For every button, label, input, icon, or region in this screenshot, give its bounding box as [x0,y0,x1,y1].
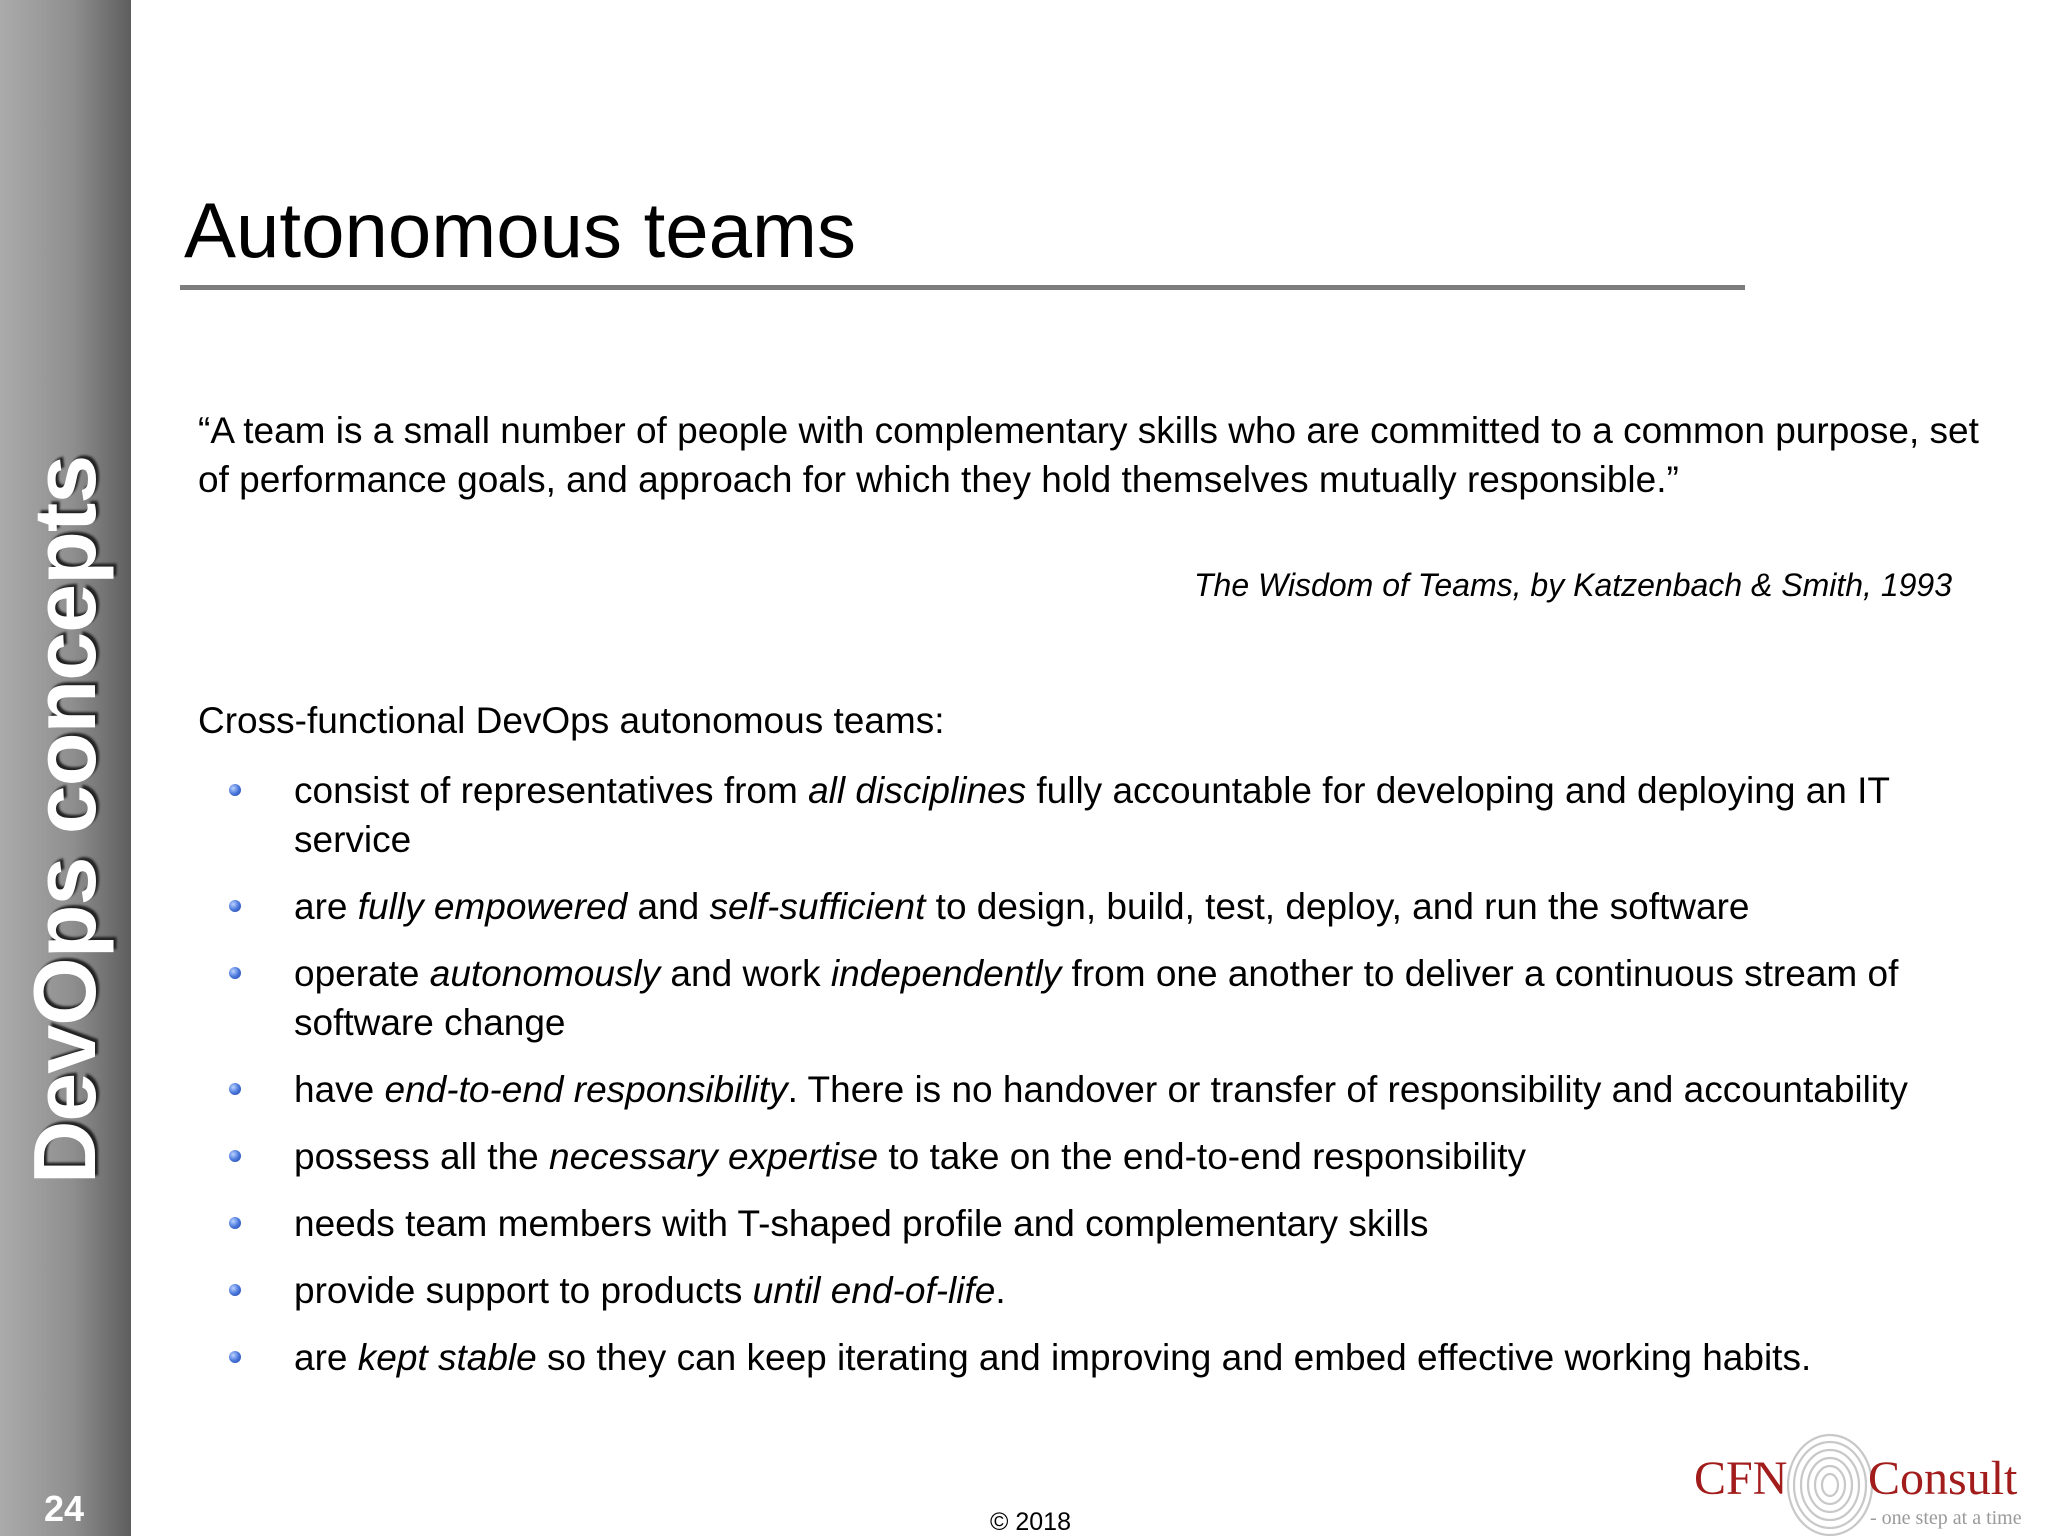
emphasized-text: until end-of-life [752,1270,996,1311]
text-segment: from one another to deliver a continuous stream of software change [294,953,1899,1043]
section-title: DevOps concepts [15,455,114,1185]
bullet-item [225,1266,2015,1315]
bullet-text [294,770,1889,860]
text-segment: and [627,886,710,927]
text-segment: consist of representatives from [294,770,809,811]
bullet-text [294,953,1898,1043]
bullet-item [225,1199,2015,1248]
emphasized-text: kept stable [357,1337,537,1378]
bullet-item [225,882,2015,931]
bullet-icon [229,900,241,912]
text-segment: . [995,1270,1006,1311]
text-segment: fully accountable for developing and deploying an IT service [294,770,1890,860]
bullet-icon [229,1351,241,1363]
bullet-item [225,766,2015,864]
page-number: 24 [44,1488,85,1529]
emphasized-text: self-sufficient [709,886,926,927]
emphasized-text: fully empowered [357,886,628,927]
bullet-item [225,949,2015,1047]
text-segment: needs team members with T-shaped profile and complementary skills [294,1203,1429,1244]
quote-citation: The Wisdom of Teams, by Katzenbach & Smith, 1993 [1193,567,1952,603]
emphasized-text: necessary expertise [549,1136,879,1177]
emphasized-text: autonomously [429,953,661,994]
bullet-text [294,1337,1811,1378]
bullet-text [294,1069,1908,1110]
logo-consult-text: Consult [1868,1452,2018,1505]
company-logo [1685,1425,2048,1536]
text-segment: . There is no handover or transfer of responsibility and accountability [787,1069,1908,1110]
emphasized-text: independently [830,953,1062,994]
text-segment: have [294,1069,385,1110]
bullet-icon [229,967,241,979]
bullet-item [225,1065,2015,1114]
text-segment: to take on the end-to-end responsibility [878,1136,1526,1177]
text-segment: provide support to products [294,1270,753,1311]
title-divider [180,285,1745,290]
bullet-text [294,1270,1006,1311]
bullet-text [294,1136,1526,1177]
text-segment: and work [660,953,831,994]
bullet-icon [229,784,241,796]
bullet-icon [229,1150,241,1162]
text-segment: operate [294,953,430,994]
emphasized-text: all disciplines [808,770,1027,811]
quote-text: “A team is a small number of people with complementary skills who are committed to a common purpose, set of performance goals, and approach for which they hold themselves mutually responsible.” [198,410,1979,500]
text-segment: so they can keep iterating and improving and embed effective working habits. [536,1337,1812,1378]
bullet-list [225,766,2015,1400]
bullet-intro: Cross-functional DevOps autonomous teams: [198,700,945,741]
bullet-icon [229,1284,241,1296]
text-segment: are [294,886,358,927]
slide-title: Autonomous teams [184,186,857,274]
bullet-item [225,1333,2015,1382]
emphasized-text: end-to-end responsibility [384,1069,788,1110]
text-segment: to design, build, test, deploy, and run the software [925,886,1750,927]
sidebar [0,0,131,1536]
text-segment: are [294,1337,358,1378]
logo-tagline: - one step at a time [1870,1507,2022,1529]
bullet-icon [229,1083,241,1095]
fingerprint-icon [1787,1429,1873,1536]
bullet-item [225,1132,2015,1181]
bullet-text [294,886,1750,927]
logo-cfn-text: CFN [1694,1452,1788,1505]
bullet-icon [229,1217,241,1229]
bullet-text [294,1203,1429,1244]
text-segment: possess all the [294,1136,550,1177]
copyright-notice: © 2018 [990,1508,1071,1536]
